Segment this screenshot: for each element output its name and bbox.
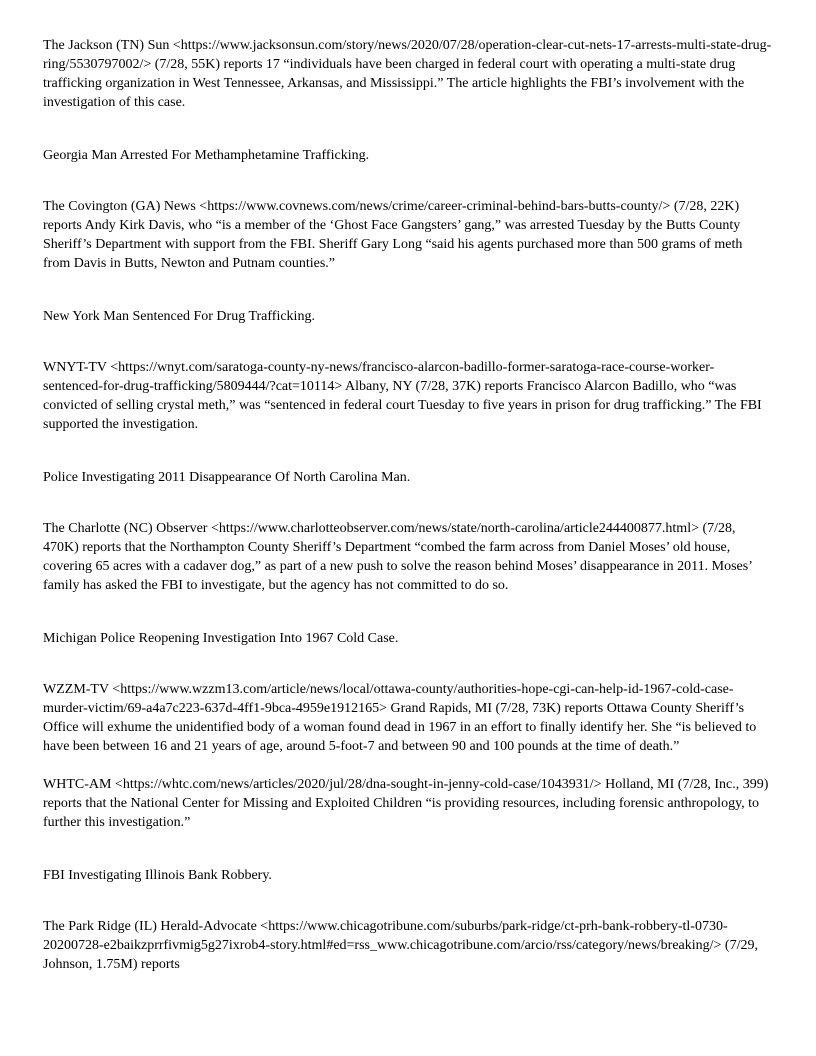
news-headline-michigan-cold-case: Michigan Police Reopening Investigation Into 1967 Cold Case. bbox=[43, 631, 399, 646]
news-headline-illinois-robbery: FBI Investigating Illinois Bank Robbery. bbox=[43, 868, 272, 883]
news-headline-new-york-sentenced: New York Man Sentenced For Drug Trafficking. bbox=[43, 309, 315, 324]
news-paragraph-whtc-am: WHTC-AM <https://whtc.com/news/articles/2020/jul/28/dna-sought-in-jenny-cold-case/1043931/> Holland, MI (7/28, Inc., 399) reports that the National Center for Missing and Exploited Children “is providing resources, including forensic anthropology, to further this investigation.” bbox=[43, 777, 769, 830]
news-headline-georgia-meth: Georgia Man Arrested For Methamphetamine Trafficking. bbox=[43, 148, 370, 163]
news-paragraph-wnyt-tv: WNYT-TV <https://wnyt.com/saratoga-county-ny-news/francisco-alarcon-badillo-former-saratoga-race-course-worker-sentenced-for-drug-trafficking/5809444/?cat=10114> Albany, NY (7/28, 37K) reports Francisco Alarcon Badillo, who “was convicted of selling crystal meth,” was “sentenced in federal court Tuesday to five years in prison for drug trafficking.” The FBI supported the investigation. bbox=[43, 360, 762, 432]
news-headline-nc-disappearance: Police Investigating 2011 Disappearance Of North Carolina Man. bbox=[43, 470, 411, 485]
news-paragraph-jackson-sun: The Jackson (TN) Sun <https://www.jacksonsun.com/story/news/2020/07/28/operation-clear-cut-nets-17-arrests-multi-state-drug-ring/5530797002/> (7/28, 55K) reports 17 “individuals have been charged in federal court with operating a multi-state drug trafficking organization in West Tennessee, Arkansas, and Mississippi.” The article highlights the FBI’s involvement with the investigation of this case. bbox=[43, 38, 772, 110]
news-paragraph-park-ridge: The Park Ridge (IL) Herald-Advocate <https://www.chicagotribune.com/suburbs/park-ridge/ct-prh-bank-robbery-tl-0730-20200728-e2baikzprrfivmig5g27ixrob4-story.html#ed=rss_www.chicagotribune.com/arcio/rss/category/news/breaking/> (7/29, Johnson, 1.75M) reports bbox=[43, 919, 758, 972]
news-paragraph-wzzm-tv: WZZM-TV <https://www.wzzm13.com/article/news/local/ottawa-county/authorities-hope-cgi-can-help-id-1967-cold-case-murder-victim/69-a4a7c223-637d-4ff1-9bca-4959e1912165> Grand Rapids, MI (7/28, 73K) reports Ottawa County Sheriff’s Office will exhume the unidentified body of a woman found dead in 1967 in an effort to finally identify her. She “is believed to have been between 16 and 21 years of age, around 5-foot-7 and between 90 and 100 pounds at the time of death.” bbox=[43, 682, 757, 754]
news-paragraph-covington-news: The Covington (GA) News <https://www.covnews.com/news/crime/career-criminal-behind-bars-butts-county/> (7/28, 22K) reports Andy Kirk Davis, who “is a member of the ‘Ghost Face Gangsters’ gang,” was arrested Tuesday by the Butts County Sheriff’s Department with support from the FBI. Sheriff Gary Long “said his agents purchased more than 500 grams of meth from Davis in Butts, Newton and Putnam counties.” bbox=[43, 199, 743, 271]
news-paragraph-charlotte-observer: The Charlotte (NC) Observer <https://www.charlotteobserver.com/news/state/north-carolina/article244400877.html> (7/28, 470K) reports that the Northampton County Sheriff’s Department “combed the farm across from Daniel Moses’ old house, covering 65 acres with a cadaver dog,” as part of a new push to solve the reason behind Moses’ disappearance in 2011. Moses’ family has asked the FBI to investigate, but the agency has not committed to do so. bbox=[43, 521, 752, 593]
